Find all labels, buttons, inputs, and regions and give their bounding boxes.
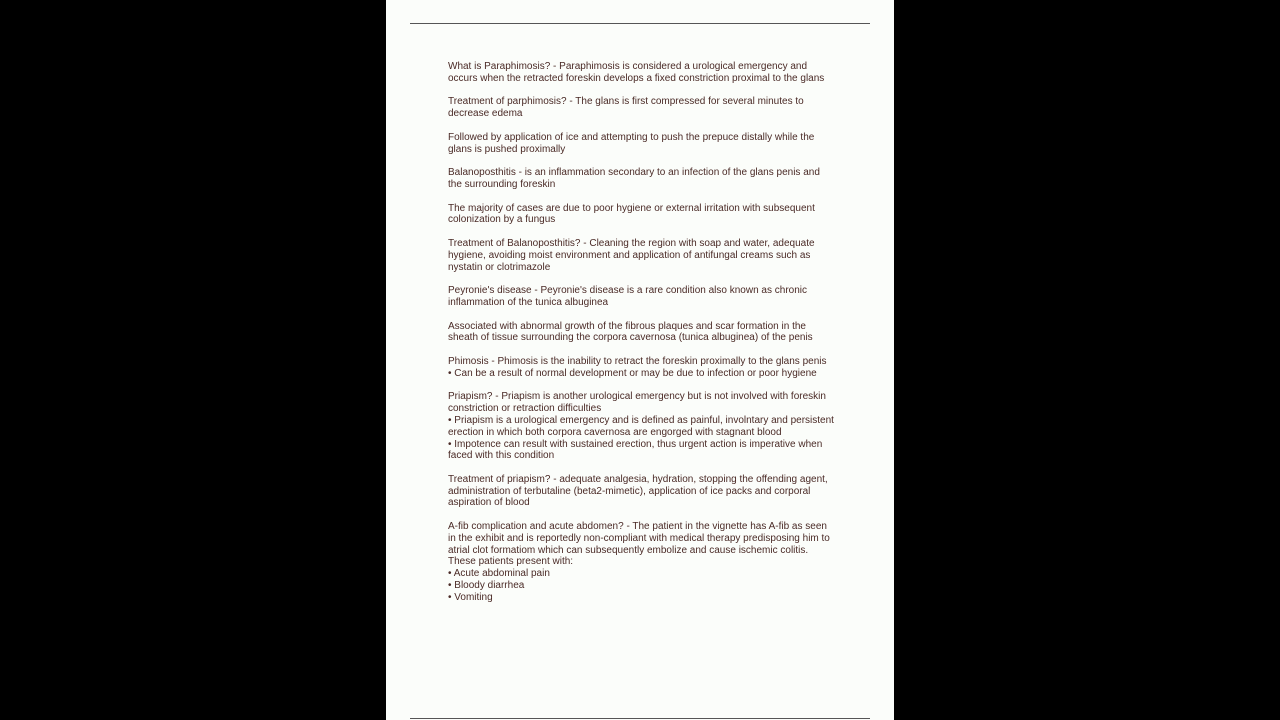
entry-text-line: decrease edema xyxy=(448,108,523,120)
entry-text-line: Balanoposthitis - is an inflammation secondary to an infection of the glans penis and xyxy=(448,167,820,179)
entry-text-line: aspiration of blood xyxy=(448,497,530,509)
qa-entry xyxy=(448,391,848,462)
entry-text-line: Priapism? - Priapism is another urological emergency but is not involved with foreskin xyxy=(448,391,826,403)
entry-text-line: • Bloody diarrhea xyxy=(448,580,525,592)
entry-text-line: nystatin or clotrimazole xyxy=(448,261,551,273)
qa-entry xyxy=(448,132,848,156)
bottom-divider xyxy=(410,718,870,719)
entry-text-line: glans is pushed proximally xyxy=(448,143,566,155)
entry-text-line: faced with this condition xyxy=(448,450,555,462)
qa-entry xyxy=(448,167,848,191)
qa-entry xyxy=(448,321,848,345)
entry-text-line: Associated with abnormal growth of the fibrous plaques and scar formation in the xyxy=(448,320,806,332)
entry-text-line: The majority of cases are due to poor hygiene or external irritation with subsequent xyxy=(448,202,815,214)
qa-entry xyxy=(448,356,848,380)
entry-text-line: Followed by application of ice and attempting to push the prepuce distally while the xyxy=(448,131,815,143)
qa-entry xyxy=(448,96,848,120)
entry-text-line: sheath of tissue surrounding the corpora cavernosa (tunica albuginea) of the penis xyxy=(448,332,813,344)
entry-text-line: • Acute abdominal pain xyxy=(448,568,550,580)
entry-text-line: hygiene, avoiding moist environment and application of antifungal creams such as xyxy=(448,249,811,261)
entry-text-line: erection in which both corpora cavernosa are engorged with stagnant blood xyxy=(448,426,782,438)
entry-text-line: in the exhibit and is reportedly non-compliant with medical therapy predisposing him to xyxy=(448,532,830,544)
document-content xyxy=(448,61,848,615)
entry-text-line: Phimosis - Phimosis is the inability to retract the foreskin proximally to the glans penis xyxy=(448,355,827,367)
document-page xyxy=(386,0,894,720)
entry-text-line: inflammation of the tunica albuginea xyxy=(448,296,609,308)
entry-text-line: These patients present with: xyxy=(448,556,574,568)
entry-text-line: • Impotence can result with sustained erection, thus urgent action is imperative when xyxy=(448,438,823,450)
entry-text-line: Treatment of Balanoposthitis? - Cleaning the region with soap and water, adequate xyxy=(448,237,815,249)
qa-entry xyxy=(448,61,848,85)
entry-text-line: A-fib complication and acute abdomen? - The patient in the vignette has A-fib as seen xyxy=(448,521,827,533)
entry-text-line: administration of terbutaline (beta2-mimetic), application of ice packs and corporal xyxy=(448,485,811,497)
entry-text-line: colonization by a fungus xyxy=(448,214,556,226)
entry-text-line: • Priapism is a urological emergency and is defined as painful, involntary and persistent xyxy=(448,414,834,426)
entry-text-line: Treatment of priapism? - adequate analgesia, hydration, stopping the offending agent, xyxy=(448,473,828,485)
entry-text-line: Treatment of parphimosis? - The glans is first compressed for several minutes to xyxy=(448,96,804,108)
top-divider xyxy=(410,23,870,24)
qa-entry xyxy=(448,203,848,227)
entry-text-line: occurs when the retracted foreskin develops a fixed constriction proximal to the glans xyxy=(448,72,825,84)
entry-text-line: What is Paraphimosis? - Paraphimosis is considered a urological emergency and xyxy=(448,61,808,72)
qa-entry xyxy=(448,238,848,273)
qa-entry xyxy=(448,474,848,509)
entry-text-line: constriction or retraction difficulties xyxy=(448,403,602,415)
entry-text-line: the surrounding foreskin xyxy=(448,178,556,190)
entry-text-line: atrial clot formatiom which can subsequently embolize and cause ischemic colitis. xyxy=(448,544,809,556)
entry-text-line: • Vomiting xyxy=(448,591,493,603)
qa-entry xyxy=(448,521,848,604)
qa-entry xyxy=(448,285,848,309)
entry-text-line: • Can be a result of normal development or may be due to infection or poor hygiene xyxy=(448,367,817,379)
entry-text-line: Peyronie's disease - Peyronie's disease is a rare condition also known as chronic xyxy=(448,285,808,297)
